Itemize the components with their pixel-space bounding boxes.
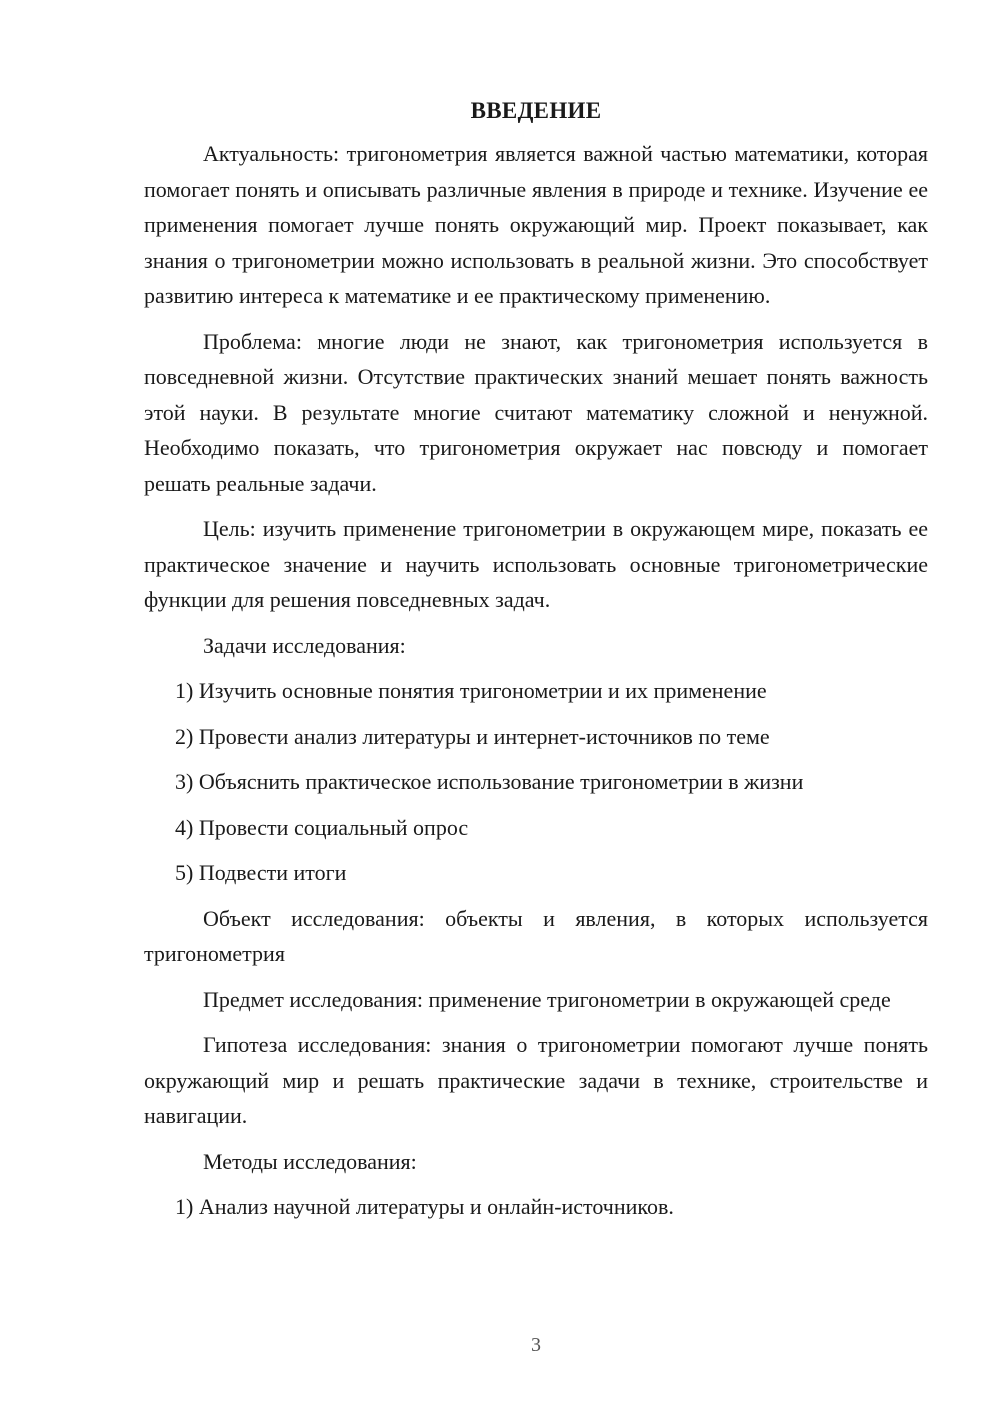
page-content <box>144 96 928 1235</box>
page-number: 3 <box>531 1334 541 1356</box>
tasks-list <box>144 673 928 891</box>
hypothesis-paragraph: Гипотеза исследования: знания о тригонометрии помогают лучше понять окружающий мир и решать практические задачи в технике, строительстве и навигации. <box>144 1032 928 1128</box>
list-item: 4) Провести социальный опрос <box>175 814 469 840</box>
methods-list <box>144 1189 928 1225</box>
goal-paragraph: Цель: изучить применение тригонометрии в окружающем мире, показать ее практическое значение и научить использовать основные тригонометрические функции для решения повседневных задач. <box>144 516 928 612</box>
list-item: 3) Объяснить практическое использование тригонометрии в жизни <box>175 769 804 794</box>
section-heading: ВВЕДЕНИЕ <box>470 98 602 123</box>
list-item: 2) Провести анализ литературы и интернет-источников по теме <box>175 723 770 749</box>
list-item: 1) Изучить основные понятия тригонометрии и их применение <box>175 678 767 703</box>
object-paragraph: Объект исследования: объекты и явления, в которых используется тригонометрия <box>144 905 928 966</box>
subject-paragraph: Предмет исследования: применение тригонометрии в окружающей среде <box>203 986 891 1012</box>
list-item: 1) Анализ научной литературы и онлайн-источников. <box>175 1194 674 1219</box>
list-item: 5) Подвести итоги <box>175 860 347 885</box>
tasks-label: Задачи исследования: <box>203 632 406 658</box>
relevance-paragraph: Актуальность: тригонометрия является важной частью математики, которая помогает понять и описывать различные явления в природе и технике. Изучение ее применения помогает лучше понять окружающий мир. Проект показывает, как знания о тригонометрии можно использовать в реальной жизни. Это способствует развитию интереса к математике и ее практическому применению. <box>144 141 928 308</box>
methods-label: Методы исследования: <box>203 1148 417 1174</box>
problem-paragraph: Проблема: многие люди не знают, как тригонометрия используется в повседневной жизни. Отсутствие практических знаний мешает понять важность этой науки. В результате многие считают математику сложной и ненужной. Необходимо показать, что тригонометрия окружает нас повсюду и помогает решать реальные задачи. <box>144 328 928 496</box>
